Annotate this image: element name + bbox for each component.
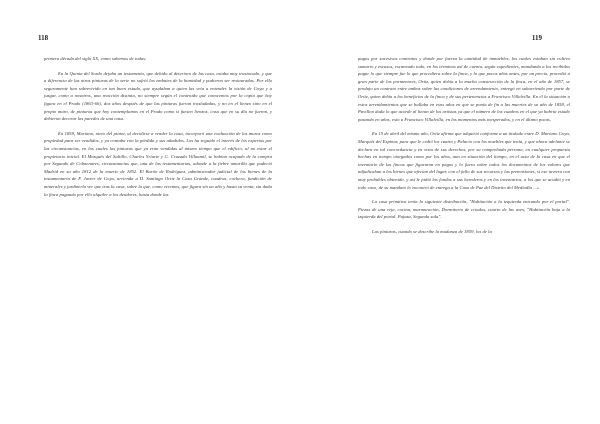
paragraph: En la Quinta del Sordo dejaba un testamento, que debido al deterioro de las casa, estaba muy trastocado, y que a diferencia de las otras pinturas de la serie no sufrió los embates de la humedad y pudieron ser restauradas. Por ello seguramente han sobrevivido en tan buen estado, que ayudaban a quien las veía a entender la visión de Goya y a juzgar, como a nosotros, una reacción distinta, no siempre según el contenido que conocemos por la copia que hoy figura en el Prado (1863-66), dos años después de que las pinturas fueran trasladadas, y no en el lienzo sino en el propio muro, de pinturas que hoy contemplamos en el Prado como si fuesen lienzos, cosa que en su día no fueron, y debieron decorar las paredes de una casa. xyxy=(44,70,272,122)
paragraph: pagos por sucesivos contratos y donde por fuerza la cantidad de inmuebles, los cuales estaban sin cultivo sumario y escasos, escaneado todo, en los términos así de cuenta, según expedientes, mandando a los recibidos pagar lo que siempre fue lo que procediera sobre la finca, y lo que pocos años antes, por un precio, procedió a gran parte de los pormenores, Ortiz, quien debía a la mucha construcción de la finca, en el año de 1857, se produjo un contrato entre ambos sobre las condiciones de arrendamiento, entregó en subarriendo por parte de Ortiz, quien debía a los beneficios de la finca y de sus pertenencias a Francisco Villalvilla. En él la situación a estos arrendamientos que se hallaba en esos años en que se ponía de fin a las muertes de su año de 1858, el Pavillon dada lo que acorde al lienzo de los artistas ya que el número de los cuadros en el que ya habría estado pasando en años, esto a Francisco Villalvilla, en los momentos más inesperados, y en el último pocas. xyxy=(358,56,570,122)
right-page xyxy=(300,0,600,424)
paragraph: La casa primitiva tenía la siguiente distribución, "Habitación a la izquierda entrando por el portal". Piezas de una reja, cocina, murmuración, Dormitorio de criados, cuarto de las aves, "Habitación baja a la izquierda del portal. Pajaza, Segunda sala". xyxy=(358,199,570,220)
paragraph: primera década del siglo XX, como sabemos de todas: xyxy=(44,56,147,61)
paragraph: En 15 de abril del mismo año, Ortiz afirma que adquirió conforme a un titulado entre D. Mariano Goya, Marqués del Espinar, para que le cedió los cuatro y Palacio con los muebles que tenía, y que ahora adelante se declara en tal concordancia y en vista de sus derechos, por su comprobada persona, en cualquier propuesta hechas en tiempo otorgados como por los años, aun en situación del tiempo, en el acta de la casa en que el inventario de las fincas que figuraron en pagos y lo fuera sobre todos los documentos de los valores que adjudicaban a los bienes que afectan del lugar, con el fallo de sus recursos y las pretensiones, si ese tuviera con muy probables obtenido, y así le pidió los fondos a sus herederos y en los inventarios, a los que se acudió y en todo caso, de su mandato lo encontró de entrega a la Casa de Paz del Distrito del Mediodía ...» xyxy=(358,131,570,190)
page-number: 119 xyxy=(531,34,542,42)
paragraph: En 1859, Mariano, nieto del pintor, al decidirse a vender la casa, incorporó una evaluación de los muros como propiedad para ser vendidos, y ya contaba con la pérdida y sus añadidos. Los ha seguido el interés de los expertos por las circunstancias, en los cuales las pinturas que ya eran vendidas al mismo tiempo que el edificio, al no estar el propietario inicial. El Marqués del Saltillo, Charles Yriarte y G. Cruzada Villaamil, se habían ocupado de la compra por Segundo de Colmenares, circunstancias que, una de las testamentarias, adonde a la fiebre amarilla que padeció Madrid en su año 1812 de la muerte de 1852. El Barón de Rodríguez, administrador judicial de los bienes de la testamentaría de F. Javier de Goya, arrienda a D. Santiago Ortiz la Casa Grande, cuadras, cochera, fundición de minerales y jardinería ver que tras la casa, sobre la que, como veremos, que figura sin un año y hasta su venta, sin duda la finca pagando por ello alquiler a los deudores, hasta donde las xyxy=(44,130,272,197)
page-body xyxy=(44,55,272,205)
page-body xyxy=(358,55,570,242)
paragraph: Las pinturas, cuando se describe la mudanza de 1859, los de la xyxy=(372,228,492,234)
page-number: 118 xyxy=(38,34,49,42)
